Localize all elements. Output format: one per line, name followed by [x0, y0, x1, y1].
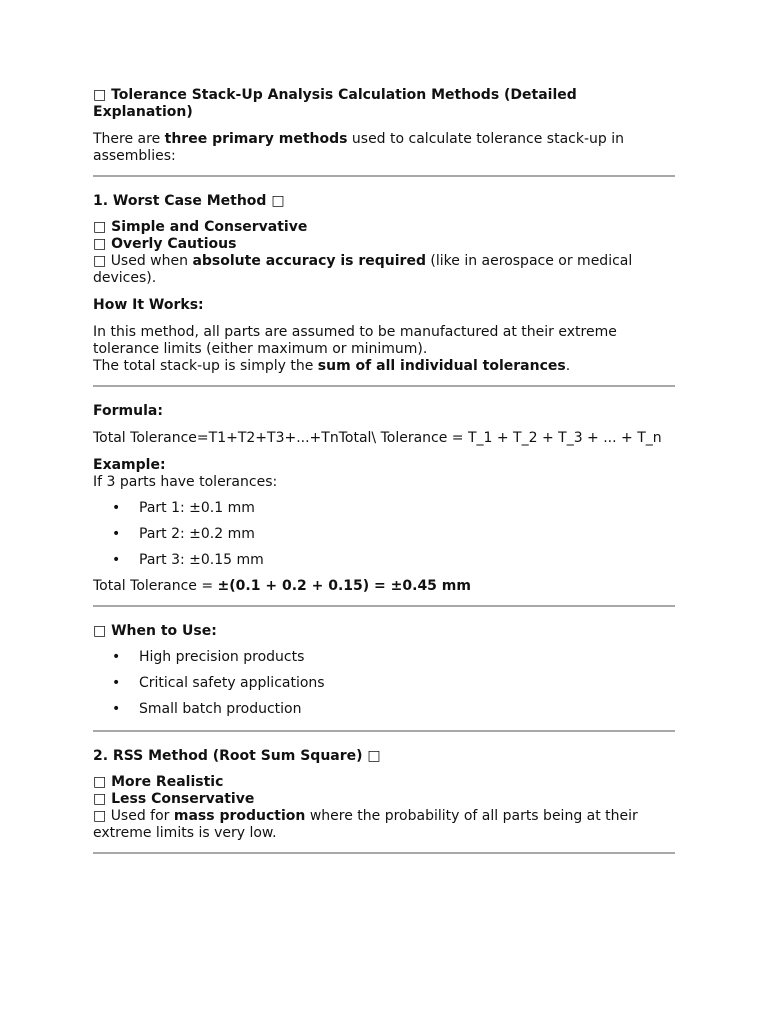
- worst-case-use-pre: Used when: [110, 253, 193, 269]
- how-it-works-paragraph: [93, 324, 675, 375]
- how-it-works-line2-post: .: [565, 358, 571, 374]
- formula-text: Total Tolerance=T1+T2+T3+...+TnTotal\ Tolerance = T_1 + T_2 + T_3 + ... + T_n: [93, 430, 662, 446]
- how-it-works-line2-pre: The total stack-up is simply the: [93, 358, 318, 374]
- how-it-works-heading: How It Works:: [93, 297, 204, 313]
- how-it-works-line1: In this method, all parts are assumed to be manufactured at their extreme tolerance limits (either maximum or minimum).: [93, 324, 617, 357]
- rss-heading-text: 2. RSS Method (Root Sum Square): [93, 748, 363, 764]
- list-item-text: Part 3: ±0.15 mm: [139, 552, 264, 568]
- rss-pro: [93, 774, 675, 791]
- worst-case-emoji-icon: □: [271, 193, 285, 209]
- list-item-text: Part 1: ±0.1 mm: [139, 500, 255, 516]
- intro-paragraph: [93, 131, 675, 165]
- intro-text-bold: three primary methods: [164, 131, 348, 147]
- bullet-icon: •: [112, 526, 121, 542]
- pin-icon: □: [93, 253, 107, 269]
- document-content: [93, 87, 675, 868]
- rss-use-post: where the probability of all parts being at their extreme limits is very low.: [93, 808, 638, 841]
- divider: [93, 175, 675, 177]
- divider: [93, 730, 675, 732]
- page-title: [93, 87, 675, 121]
- list-item: [93, 526, 675, 543]
- list-item-text: Critical safety applications: [139, 675, 325, 691]
- pin-icon: □: [93, 808, 107, 824]
- list-item: [93, 675, 675, 692]
- title-emoji-icon: □: [93, 87, 107, 103]
- rss-con: [93, 791, 675, 808]
- rss-use-pre: Used for: [110, 808, 174, 824]
- worst-case-heading: [93, 193, 675, 210]
- worst-case-pro: [93, 219, 675, 236]
- list-item: [93, 701, 675, 718]
- parts-list: [93, 500, 675, 569]
- worst-case-con: [93, 236, 675, 253]
- list-item: [93, 649, 675, 666]
- chart-icon: □: [367, 748, 381, 764]
- rss-use: [93, 808, 675, 842]
- when-to-use-heading: [93, 623, 675, 640]
- bullet-icon: •: [112, 552, 121, 568]
- bullet-icon: •: [112, 675, 121, 691]
- worst-case-con-text: Overly Cautious: [111, 236, 237, 252]
- rss-heading: [93, 748, 675, 765]
- target-icon: □: [93, 623, 107, 639]
- bullet-icon: •: [112, 500, 121, 516]
- list-item: [93, 500, 675, 517]
- how-it-works-line2-bold: sum of all individual tolerances: [317, 358, 566, 374]
- page-title-text: Tolerance Stack-Up Analysis Calculation Methods (Detailed Explanation): [93, 87, 577, 120]
- intro-text-pre: There are: [93, 131, 165, 147]
- total-tolerance: [93, 578, 675, 595]
- formula-heading: Formula:: [93, 403, 163, 419]
- example-heading: Example:: [93, 457, 166, 473]
- bullet-icon: •: [112, 701, 121, 717]
- rss-use-bold: mass production: [173, 808, 306, 824]
- cross-icon: □: [93, 791, 107, 807]
- check-icon: □: [93, 219, 107, 235]
- list-item: [93, 552, 675, 569]
- worst-case-pro-text: Simple and Conservative: [111, 219, 308, 235]
- divider: [93, 852, 675, 854]
- rss-con-text: Less Conservative: [111, 791, 255, 807]
- divider: [93, 605, 675, 607]
- check-icon: □: [93, 774, 107, 790]
- total-tolerance-label: Total Tolerance =: [93, 578, 218, 594]
- divider: [93, 385, 675, 387]
- when-to-use-list: [93, 649, 675, 718]
- list-item-text: High precision products: [139, 649, 305, 665]
- when-to-use-heading-text: When to Use:: [111, 623, 217, 639]
- intro-text-post: used to calculate tolerance stack-up in assemblies:: [93, 131, 625, 164]
- bullet-icon: •: [112, 649, 121, 665]
- worst-case-use-bold: absolute accuracy is required: [192, 253, 426, 269]
- worst-case-use: [93, 253, 675, 287]
- example-intro: If 3 parts have tolerances:: [93, 474, 278, 490]
- list-item-text: Small batch production: [139, 701, 302, 717]
- list-item-text: Part 2: ±0.2 mm: [139, 526, 255, 542]
- worst-case-use-post: (like in aerospace or medical devices).: [93, 253, 633, 286]
- rss-pro-text: More Realistic: [111, 774, 224, 790]
- cross-icon: □: [93, 236, 107, 252]
- worst-case-heading-text: 1. Worst Case Method: [93, 193, 267, 209]
- total-tolerance-value: ±(0.1 + 0.2 + 0.15) = ±0.45 mm: [217, 578, 471, 594]
